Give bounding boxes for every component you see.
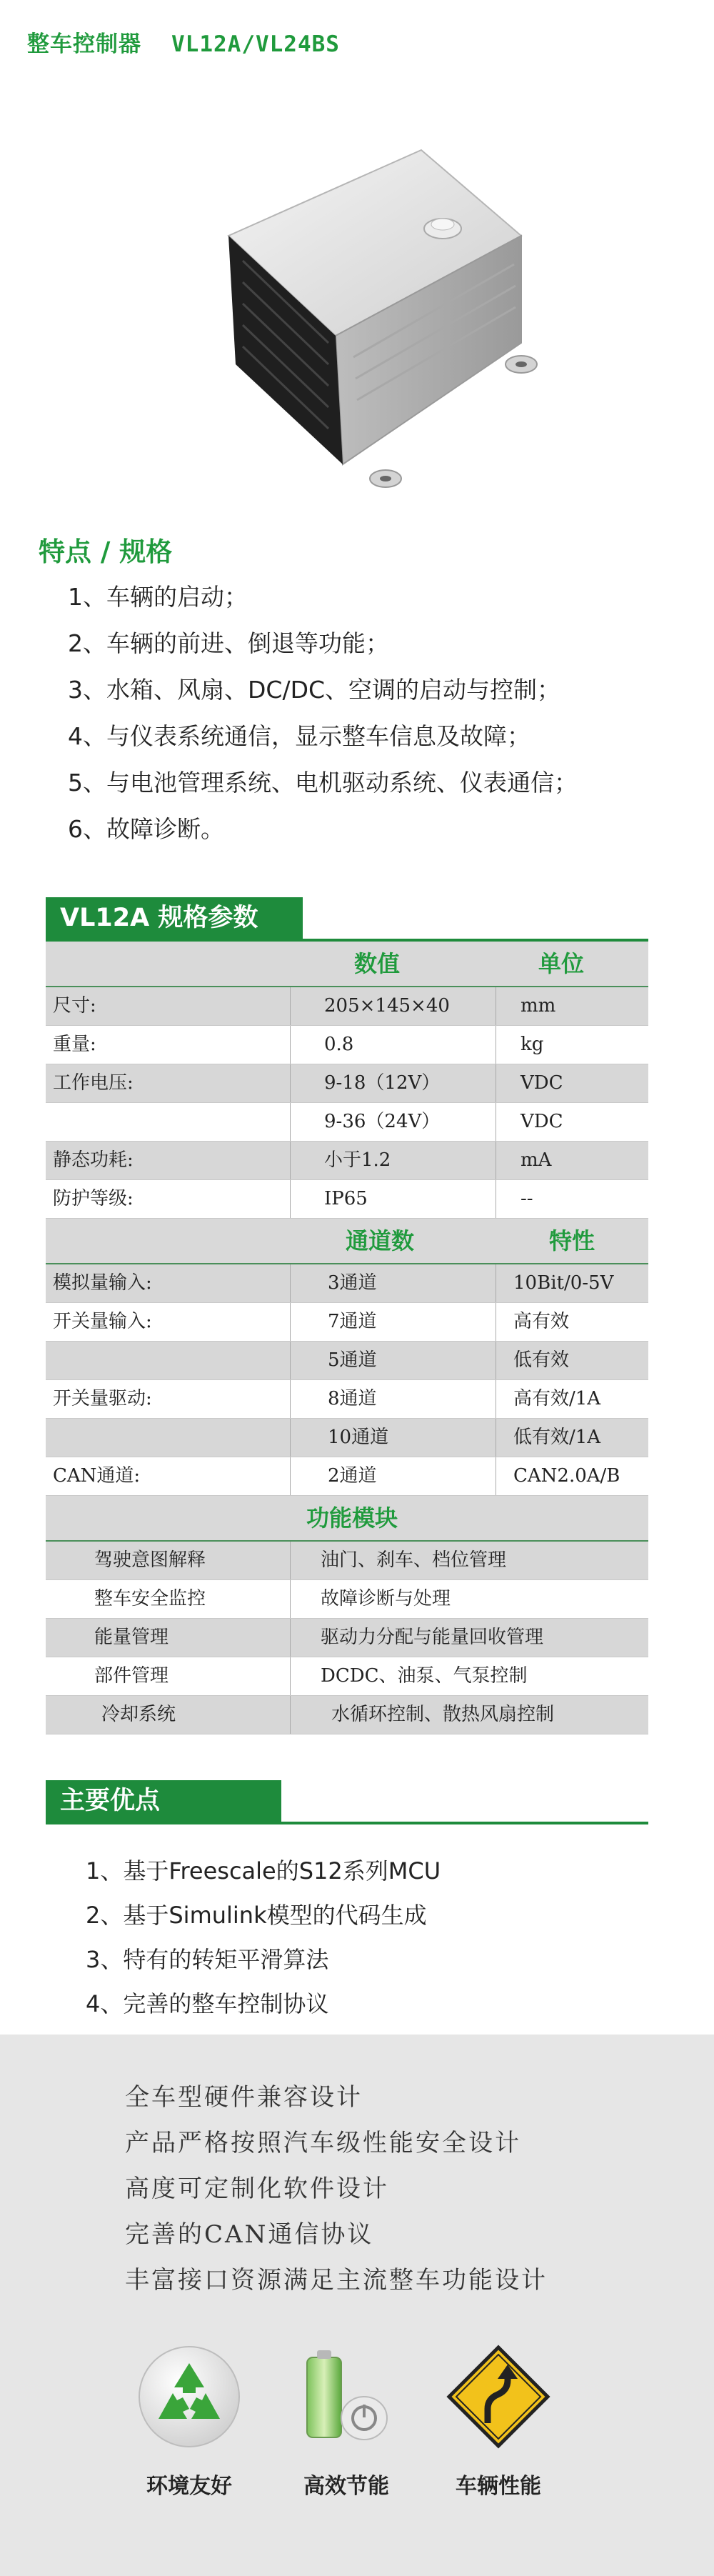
table-row: [46, 1619, 648, 1657]
row-unit: VDC: [521, 1111, 563, 1132]
row-label: 防护等级:: [53, 1188, 134, 1209]
road-sign-icon: [445, 2343, 552, 2450]
row-unit: kg: [521, 1034, 544, 1055]
row-value: 故障诊断与处理: [321, 1588, 451, 1609]
header-value: 数值: [354, 950, 401, 977]
advantage-item-4: 4、完善的整车控制协议: [86, 1990, 329, 2017]
row-unit: 低有效/1A: [513, 1427, 601, 1448]
row-value: IP65: [324, 1188, 368, 1209]
table-row: [46, 1142, 648, 1180]
advantage-item-3: 3、特有的转矩平滑算法: [86, 1946, 329, 1973]
table-row: [46, 1264, 648, 1303]
row-unit: 低有效: [513, 1349, 570, 1371]
table-row: [46, 1064, 648, 1103]
row-value: 9-36（24V）: [324, 1111, 441, 1132]
spec-title-bar: [46, 897, 648, 942]
row-label: 开关量输入:: [53, 1311, 152, 1332]
feature-item-1: 1、车辆的启动；: [68, 583, 248, 611]
header-function-modules: 功能模块: [306, 1504, 398, 1532]
table-row: [46, 1103, 648, 1142]
row-unit: --: [521, 1188, 533, 1209]
spec-title: VL12A 规格参数: [46, 897, 303, 939]
highlight-item-5: 丰富接口资源满足主流整车功能设计: [125, 2266, 548, 2295]
product-image: [186, 129, 585, 529]
row-value: 水循环控制、散热风扇控制: [331, 1704, 555, 1725]
advantage-item-1: 1、基于Freescale的S12系列MCU: [86, 1857, 441, 1884]
highlight-item-1: 全车型硬件兼容设计: [125, 2083, 363, 2112]
row-unit: 10Bit/0-5V: [513, 1272, 614, 1294]
row-unit: VDC: [521, 1072, 563, 1094]
feature-item-4: 4、与仪表系统通信，显示整车信息及故障；: [68, 722, 531, 750]
row-label: 部件管理: [94, 1665, 169, 1687]
row-label: 工作电压:: [53, 1072, 134, 1094]
advantages-title-bar: [46, 1780, 648, 1824]
row-value: 5通道: [328, 1349, 377, 1371]
row-label: 尺寸:: [53, 995, 96, 1017]
table-header-1: [46, 942, 648, 987]
advantages-title: 主要优点: [46, 1780, 281, 1822]
table-row: [46, 987, 648, 1026]
table-row: [46, 1180, 648, 1219]
table-header-3: [46, 1496, 648, 1542]
header-title: 整车控制器: [27, 31, 141, 57]
header-characteristic: 特性: [549, 1227, 595, 1254]
row-label: 能量管理: [94, 1627, 169, 1648]
row-value: 油门、刹车、档位管理: [321, 1549, 507, 1571]
table-row: [46, 1580, 648, 1619]
row-label: 模拟量输入:: [53, 1272, 152, 1294]
table-row: [46, 1342, 648, 1380]
row-value: 205×145×40: [324, 995, 450, 1017]
row-value: 3通道: [328, 1272, 377, 1294]
table-row: [46, 1696, 648, 1734]
row-label: 开关量驱动:: [53, 1388, 152, 1409]
spec-table: [46, 942, 648, 1734]
row-unit: CAN2.0A/B: [513, 1465, 620, 1487]
row-unit: mm: [521, 995, 556, 1017]
row-label: 驾驶意图解释: [94, 1549, 206, 1571]
badge-label-energy: 高效节能: [303, 2474, 389, 2499]
table-row: [46, 1380, 648, 1419]
table-header-2: [46, 1219, 648, 1264]
row-value: 7通道: [328, 1311, 377, 1332]
page-header: [27, 26, 340, 58]
highlight-item-4: 完善的CAN通信协议: [125, 2220, 374, 2249]
table-row: [46, 1026, 648, 1064]
table-row: [46, 1303, 648, 1342]
feature-item-2: 2、车辆的前进、倒退等功能；: [68, 629, 389, 657]
battery-icon: [293, 2343, 400, 2450]
header-channels: 通道数: [346, 1227, 415, 1254]
badge-label-performance: 车辆性能: [456, 2474, 541, 2499]
recycle-icon: [136, 2343, 243, 2450]
row-value: 9-18（12V）: [324, 1072, 441, 1094]
advantages-title-rule: [46, 1822, 648, 1824]
feature-item-6: 6、故障诊断。: [68, 815, 224, 843]
advantage-item-2: 2、基于Simulink模型的代码生成: [86, 1902, 427, 1929]
header-model: VL12A/VL24BS: [171, 31, 340, 57]
row-unit: 高有效/1A: [513, 1388, 601, 1409]
row-value: 0.8: [324, 1034, 354, 1055]
table-row: [46, 1657, 648, 1696]
feature-item-3: 3、水箱、风扇、DC/DC、空调的启动与控制；: [68, 676, 561, 704]
row-label: 重量:: [53, 1034, 96, 1055]
row-label: 整车安全监控: [94, 1588, 206, 1609]
row-label: 冷却系统: [101, 1704, 176, 1725]
header-unit: 单位: [538, 950, 585, 977]
row-value: 10通道: [328, 1427, 389, 1448]
row-value: 驱动力分配与能量回收管理: [321, 1627, 544, 1648]
highlight-item-2: 产品严格按照汽车级性能安全设计: [125, 2129, 521, 2157]
row-label: 静态功耗:: [53, 1149, 134, 1171]
badge-label-eco: 环境友好: [146, 2474, 232, 2499]
row-unit: mA: [521, 1149, 552, 1171]
row-value: 小于1.2: [324, 1149, 391, 1171]
highlight-item-3: 高度可定制化软件设计: [125, 2175, 389, 2203]
table-row: [46, 1419, 648, 1457]
row-value: DCDC、油泵、气泵控制: [321, 1665, 528, 1687]
table-row: [46, 1542, 648, 1580]
row-label: CAN通道:: [53, 1465, 141, 1487]
row-value: 2通道: [328, 1465, 377, 1487]
row-value: 8通道: [328, 1388, 377, 1409]
row-unit: 高有效: [513, 1311, 570, 1332]
features-title: 特点 / 规格: [39, 536, 173, 567]
feature-item-5: 5、与电池管理系统、电机驱动系统、仪表通信；: [68, 769, 578, 797]
table-row: [46, 1457, 648, 1496]
